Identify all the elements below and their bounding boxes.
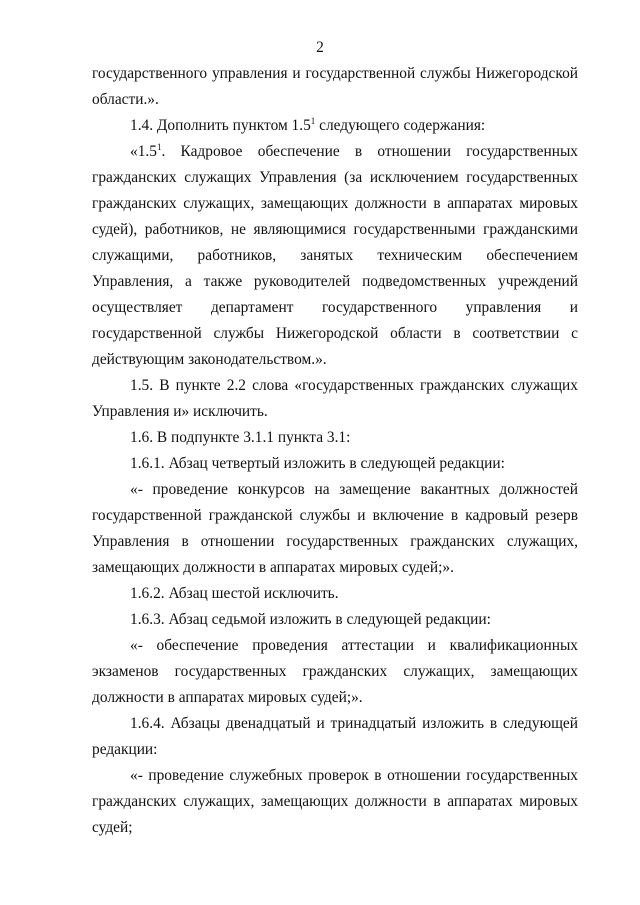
document-body <box>92 61 578 841</box>
paragraph-1-5: 1.5. В пункте 2.2 слова «государственных гражданских служащих Управления и» исключить. <box>92 377 578 420</box>
paragraph-quote-contests: «- проведение конкурсов на замещение вакантных должностей государственной гражданской службы и включение в кадровый резерв Управления в отношении государственных гражданских служащих, замещающих должности в аппаратах мировых судей;». <box>92 481 578 576</box>
page-number: 2 <box>316 39 324 56</box>
paragraph-1-6-4: 1.6.4. Абзацы двенадцатый и тринадцатый изложить в следующей редакции: <box>92 715 578 758</box>
paragraph-1-5-1: «$1.5^1$. Кадровое обеспечение в отношении государственных гражданских служащих Управления (за исключением государственных гражданских служащих, замещающих должности в аппаратах мировых судей), работников, не являющимися государственными гражданскими служащими, работников, занятых техническим обеспечением Управления, а также руководителей подведомственных учреждений осуществляет департамент государственного управления и государственной службы Нижегородской области в соответствии с действующим законодательством.». <box>92 142 578 368</box>
paragraph-1-4: 1.4. Дополнить пунктом $1.5^1$ следующего содержания: <box>130 116 486 134</box>
paragraph-1-6-1: 1.6.1. Абзац четвертый изложить в следующей редакции: <box>130 455 505 472</box>
paragraph-1-6-2: 1.6.2. Абзац шестой исключить. <box>130 585 339 602</box>
paragraph-continuation: государственного управления и государственной службы Нижегородской области.». <box>92 65 578 108</box>
paragraph-quote-attestation: «- обеспечение проведения аттестации и квалификационных экзаменов государственных гражданских служащих, замещающих должности в аппаратах мировых судей;». <box>92 637 578 706</box>
superscript-mark: 1 <box>156 142 162 152</box>
paragraph-1-6: 1.6. В подпункте 3.1.1 пункта 3.1: <box>130 429 351 446</box>
paragraph-quote-inspections: «- проведение служебных проверок в отношении государственных гражданских служащих, замещающих должности в аппаратах мировых судей; <box>92 767 578 836</box>
superscript-mark: 1 <box>310 116 316 126</box>
paragraph-1-6-3: 1.6.3. Абзац седьмой изложить в следующей редакции: <box>130 611 491 628</box>
